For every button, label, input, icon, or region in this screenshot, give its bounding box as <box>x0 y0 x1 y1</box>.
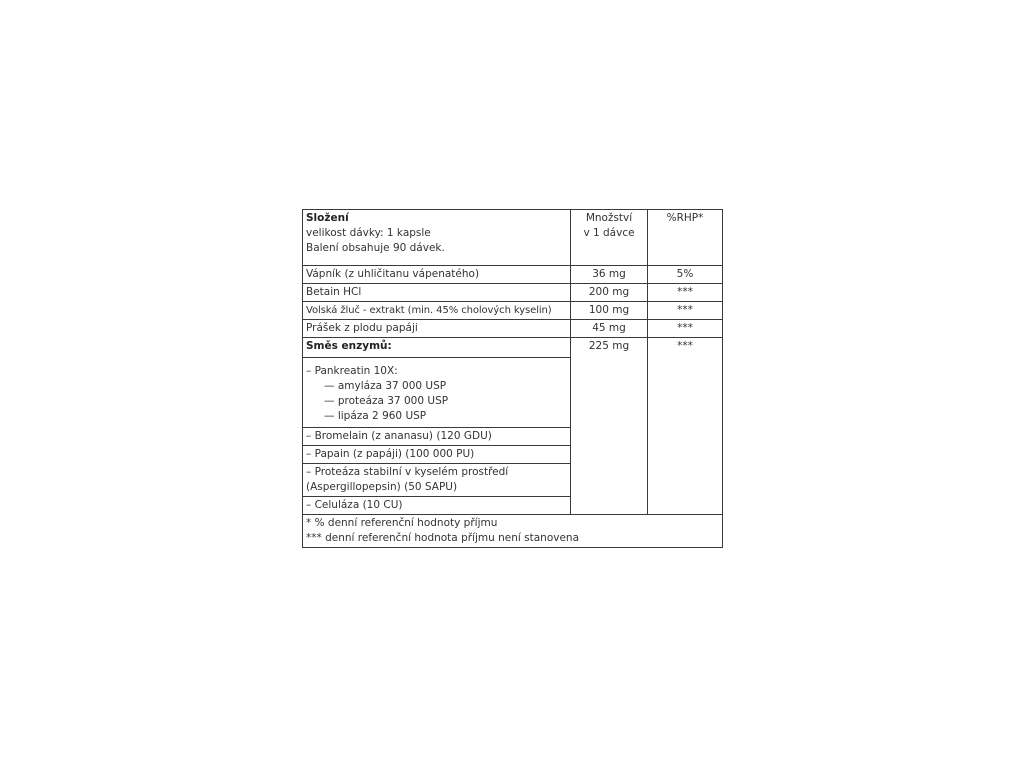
papain-name: – Papain (z papáji) (100 000 PU) <box>303 446 571 464</box>
enzyme-blend-title-row <box>303 338 723 358</box>
table-row <box>303 266 723 284</box>
table-header-row <box>303 210 723 266</box>
amount-column-header <box>571 210 648 266</box>
ingredient-amount: 100 mg <box>571 302 648 320</box>
ingredient-amount: 200 mg <box>571 284 648 302</box>
amount-header-line1: Množství <box>585 212 633 224</box>
enzyme-blend-rhp: *** <box>648 338 723 515</box>
enzyme-blend-amount: 225 mg <box>571 338 648 515</box>
ingredient-rhp: *** <box>648 320 723 338</box>
protease-line1: – Proteáza stabilní v kyselém prostředí <box>306 466 509 478</box>
ingredient-name: Prášek z plodu papáji <box>303 320 571 338</box>
celulaza-name: – Celuláza (10 CU) <box>303 497 571 515</box>
pankreatin-cell <box>303 358 571 428</box>
rhp-column-header: %RHP* <box>648 210 723 266</box>
ingredient-name: Vápník (z uhličitanu vápenatého) <box>303 266 571 284</box>
ingredient-rhp: 5% <box>648 266 723 284</box>
sub-ingredient: — proteáza 37 000 USP <box>324 395 449 407</box>
table-row <box>303 284 723 302</box>
amount-header-line2: v 1 dávce <box>583 227 635 239</box>
serving-size: velikost dávky: 1 kapsle <box>306 227 431 239</box>
ingredient-rhp: *** <box>648 302 723 320</box>
footnotes-cell <box>303 515 723 548</box>
ingredient-amount: 36 mg <box>571 266 648 284</box>
footnotes-row <box>303 515 723 548</box>
ingredient-rhp: *** <box>648 284 723 302</box>
ingredient-name: Betain HCl <box>303 284 571 302</box>
footnote-not-established: *** denní referenční hodnota příjmu není stanovena <box>306 532 579 544</box>
sub-ingredient: — amyláza 37 000 USP <box>324 380 447 392</box>
composition-table <box>302 209 723 548</box>
table-title: Složení <box>306 212 349 224</box>
footnote-rhp: * % denní referenční hodnoty příjmu <box>306 517 498 529</box>
package-info: Balení obsahuje 90 dávek. <box>306 242 445 254</box>
ingredient-name: Volská žluč - extrakt (min. 45% cholových kyselin) <box>303 302 571 320</box>
protease-cell <box>303 464 571 497</box>
header-cell <box>303 210 571 266</box>
table-row <box>303 302 723 320</box>
protease-line2: (Aspergillopepsin) (50 SAPU) <box>306 481 458 493</box>
table-row <box>303 320 723 338</box>
pankreatin-name: – Pankreatin 10X: <box>306 365 398 377</box>
ingredient-amount: 45 mg <box>571 320 648 338</box>
enzyme-blend-title: Směs enzymů: <box>303 338 571 358</box>
sub-ingredient: — lipáza 2 960 USP <box>324 410 427 422</box>
bromelain-name: – Bromelain (z ananasu) (120 GDU) <box>303 428 571 446</box>
